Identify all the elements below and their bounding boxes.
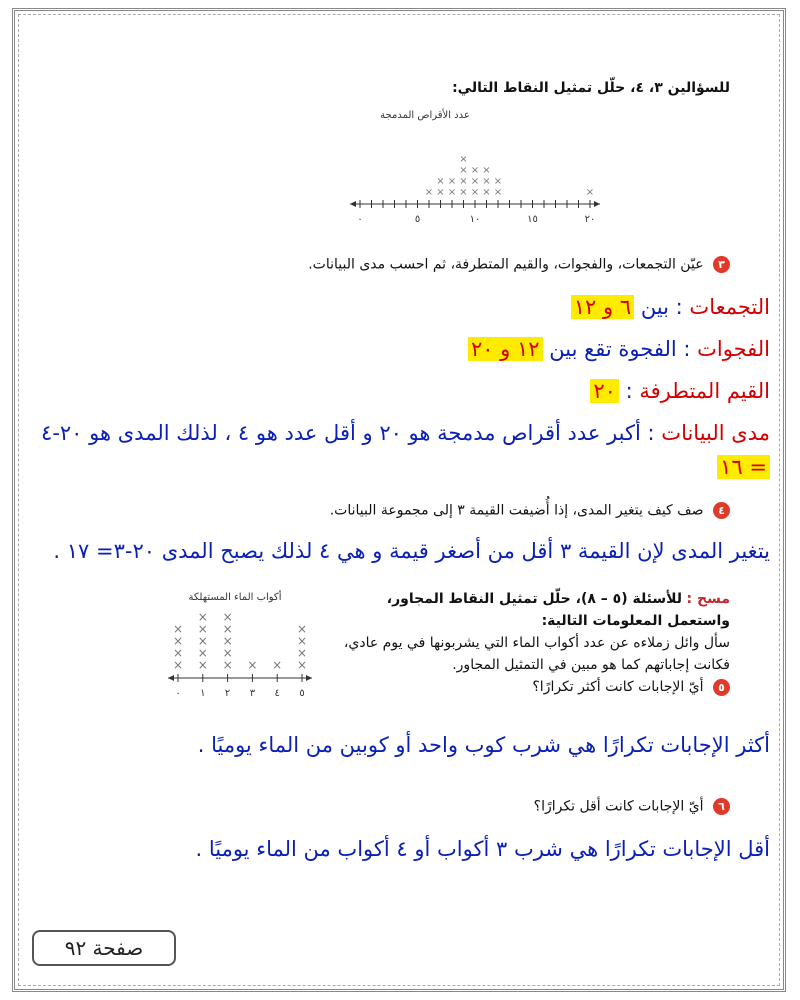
data-point-x: ×	[222, 658, 233, 672]
clusters-label: التجمعات	[689, 295, 770, 319]
answer-clusters	[30, 290, 770, 324]
tick-label: ٤	[274, 688, 280, 699]
answer-q5: أكثر الإجابات تكرارًا هي شرب كوب واحد أو كوبين من الماء يوميًا .	[197, 733, 770, 757]
data-point-x: ×	[197, 646, 208, 660]
data-point-x: ×	[197, 622, 208, 636]
q4-line	[90, 502, 730, 519]
survey-text: للأسئلة (٥ – ٨)، حلّل تمثيل النقاط المجاور،	[386, 591, 683, 607]
tick-label: ٢	[224, 688, 231, 699]
data-point-x: ×	[482, 176, 491, 187]
survey-line2: واستعمل المعلومات التالية:	[541, 613, 730, 629]
data-point-x: ×	[482, 187, 491, 198]
axis-arrow-left	[168, 675, 174, 681]
data-point-x: ×	[436, 176, 445, 187]
data-point-x: ×	[296, 634, 308, 648]
survey-line3: سأل وائل زملاءه عن عدد أكواب الماء التي يشربونها في يوم عادي،	[343, 635, 730, 651]
data-point-x: ×	[459, 165, 468, 176]
data-point-x: ×	[470, 187, 480, 198]
clusters-value: ٦ و ١٢	[571, 295, 634, 319]
data-point-x: ×	[272, 658, 283, 672]
data-point-x: ×	[436, 187, 445, 198]
answer-gaps	[30, 332, 770, 366]
data-point-x: ×	[459, 176, 468, 187]
plot2-dot-plot	[160, 612, 320, 704]
tick-label: ١٠	[469, 214, 481, 225]
outliers-value: ٢٠	[590, 379, 619, 403]
data-point-x: ×	[447, 187, 457, 198]
data-point-x: ×	[296, 658, 308, 672]
q3-number: ٣	[713, 256, 730, 273]
data-point-x: ×	[222, 612, 233, 624]
data-point-x: ×	[222, 622, 233, 636]
q5-line	[290, 676, 730, 698]
gaps-value: ١٢ و ٢٠	[468, 337, 543, 361]
q5-text: أيّ الإجابات كانت أكثر تكرارًا؟	[532, 679, 704, 695]
data-point-x: ×	[296, 622, 308, 636]
page-number-badge: صفحة ٩٢	[32, 930, 176, 966]
data-point-x: ×	[172, 646, 184, 660]
survey-line4: فكانت إجاباتهم كما هو مبين في التمثيل المجاور.	[452, 657, 730, 673]
data-point-x: ×	[470, 165, 480, 176]
q5-number: ٥	[713, 679, 730, 696]
tick-label: ٠	[175, 688, 181, 699]
q4-number: ٤	[713, 502, 730, 519]
data-point-x: ×	[172, 658, 184, 672]
data-point-x: ×	[247, 658, 258, 672]
tick-label: ١	[200, 688, 206, 699]
data-point-x: ×	[585, 187, 595, 198]
tick-label: ٥	[414, 214, 421, 225]
data-point-x: ×	[172, 622, 184, 636]
gaps-text: : الفجوة تقع بين	[549, 337, 691, 361]
range-value: = ١٦	[717, 455, 770, 479]
data-point-x: ×	[459, 187, 468, 198]
data-point-x: ×	[197, 612, 208, 624]
axis-arrow-left	[350, 201, 356, 207]
data-point-x: ×	[296, 646, 308, 660]
data-point-x: ×	[222, 646, 233, 660]
data-point-x: ×	[482, 165, 491, 176]
axis-arrow-right	[594, 201, 600, 207]
data-point-x: ×	[493, 176, 503, 187]
survey-block	[290, 588, 730, 698]
tick-label: ٢٠	[584, 214, 596, 225]
q4-text: صف كيف يتغير المدى، إذا أُضيفت القيمة ٣ إلى مجموعة البيانات.	[329, 502, 704, 519]
section1-intro: للسؤالين ٣، ٤، حلّل تمثيل النقاط التالي:	[452, 80, 730, 96]
data-point-x: ×	[459, 154, 468, 165]
range-text: : أكبر عدد أقراص مدمجة هو ٢٠ و أقل عدد هو ٤ ، لذلك المدى هو ٢٠-٤	[41, 421, 655, 445]
answer-q6: أقل الإجابات تكرارًا هي شرب ٣ أكواب أو ٤ أكواب من الماء يوميًا .	[195, 837, 770, 861]
data-point-x: ×	[493, 187, 503, 198]
q6-line	[90, 798, 730, 815]
q6-number: ٦	[713, 798, 730, 815]
tick-label: ٣	[249, 688, 256, 699]
data-point-x: ×	[197, 634, 208, 648]
tick-label: ٠	[357, 214, 363, 225]
outliers-label: القيم المتطرفة	[639, 379, 770, 403]
answer-range	[30, 416, 770, 484]
data-point-x: ×	[197, 658, 208, 672]
survey-label: مسح :	[686, 591, 730, 607]
q3-text: عيّن التجمعات، والفجوات، والقيم المتطرفة، ثم احسب مدى البيانات.	[308, 256, 704, 273]
plot1-title: عدد الأقراص المدمجة	[380, 110, 470, 121]
data-point-x: ×	[447, 176, 457, 187]
range-label: مدى البيانات	[661, 421, 770, 445]
gaps-label: الفجوات	[697, 337, 770, 361]
plot1-dot-plot	[340, 130, 610, 230]
clusters-text: : بين	[640, 295, 683, 319]
q6-text: أيّ الإجابات كانت أقل تكرارًا؟	[533, 798, 704, 815]
answer-outliers: القيم المتطرفة : ٢٠	[30, 374, 770, 408]
tick-label: ٥	[299, 688, 305, 699]
data-point-x: ×	[222, 634, 233, 648]
data-point-x: ×	[470, 176, 480, 187]
answer-q4: يتغير المدى لإن القيمة ٣ أقل من أصغر قيمة و هي ٤ لذلك يصبح المدى ٢٠-٣= ١٧ .	[53, 539, 770, 563]
data-point-x: ×	[172, 634, 184, 648]
plot2-title: أكواب الماء المستهلكة	[188, 592, 282, 603]
q3-line	[90, 256, 730, 273]
axis-arrow-right	[306, 675, 312, 681]
tick-label: ١٥	[527, 214, 538, 225]
data-point-x: ×	[424, 187, 434, 198]
